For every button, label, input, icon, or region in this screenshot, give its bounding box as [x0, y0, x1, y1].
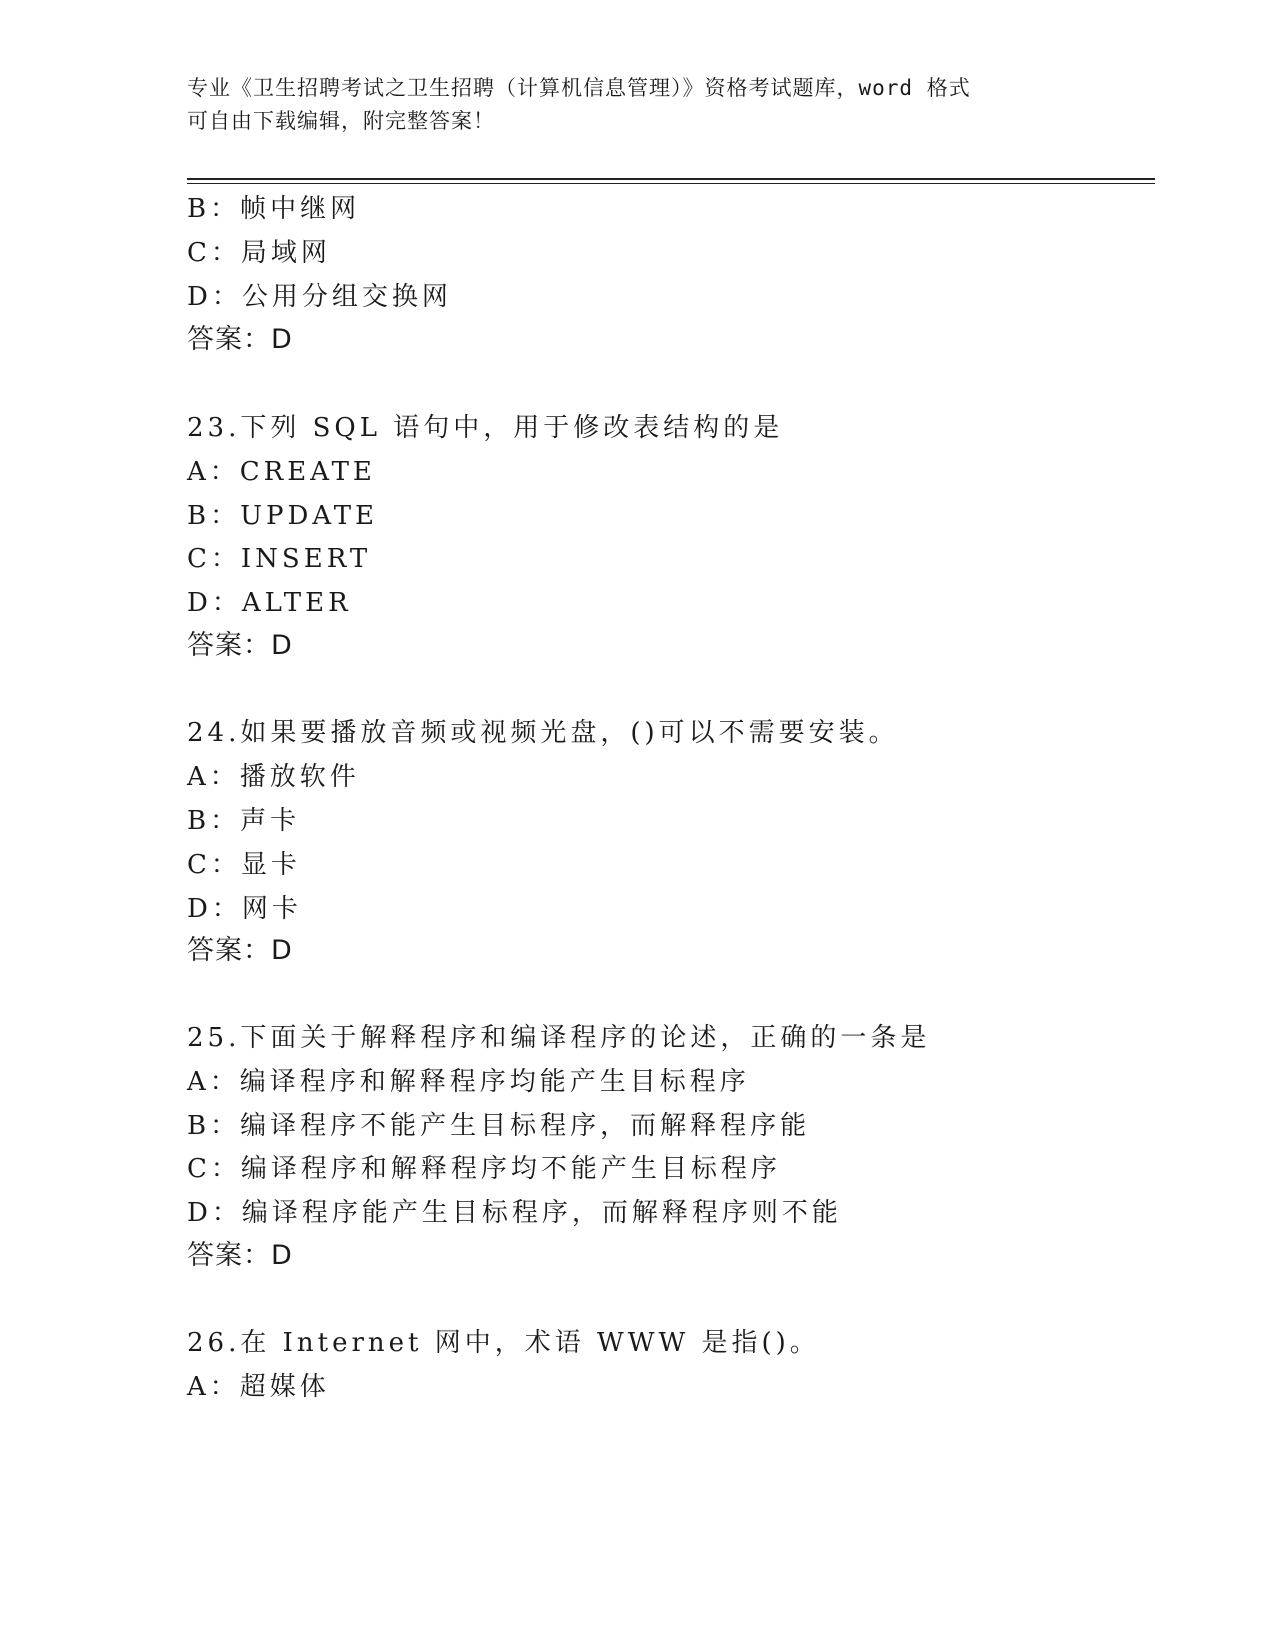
header-divider-thin — [187, 183, 1155, 184]
q25-answer: 答案：D — [187, 1240, 293, 1271]
q24-option-b: B：声卡 — [187, 806, 301, 836]
q22-option-c: C：局域网 — [187, 238, 331, 268]
q24-question: 24.如果要播放音频或视频光盘，()可以不需要安装。 — [187, 718, 899, 748]
q25-option-d: D：编译程序能产生目标程序，而解释程序则不能 — [187, 1198, 842, 1228]
header-divider-thick — [187, 178, 1155, 180]
q25-option-a: A：编译程序和解释程序均能产生目标程序 — [187, 1067, 750, 1097]
q25-question: 25.下面关于解释程序和编译程序的论述，正确的一条是 — [187, 1023, 931, 1053]
q24-answer: 答案：D — [187, 935, 293, 966]
q24-option-d: D：网卡 — [187, 894, 302, 924]
q23-option-a: A：CREATE — [187, 457, 376, 487]
document-header — [187, 72, 1087, 138]
q26-option-a: A：超媒体 — [187, 1372, 330, 1402]
q24-option-a: A：播放软件 — [187, 762, 360, 792]
q25-option-c: C：编译程序和解释程序均不能产生目标程序 — [187, 1154, 781, 1184]
q23-option-d: D：ALTER — [187, 588, 352, 618]
q23-question: 23.下列 SQL 语句中，用于修改表结构的是 — [187, 413, 784, 443]
header-line-1: 专业《卫生招聘考试之卫生招聘（计算机信息管理）》资格考试题库，word 格式 — [187, 76, 971, 100]
q24-option-c: C：显卡 — [187, 850, 301, 880]
q22-answer: 答案：D — [187, 324, 293, 355]
q23-option-c: C：INSERT — [187, 544, 372, 574]
q26-question: 26.在 Internet 网中，术语 WWW 是指()。 — [187, 1328, 820, 1358]
q22-option-d: D：公用分组交换网 — [187, 282, 452, 312]
q22-option-b: B：帧中继网 — [187, 194, 361, 224]
q25-option-b: B：编译程序不能产生目标程序，而解释程序能 — [187, 1111, 811, 1141]
q23-option-b: B：UPDATE — [187, 501, 379, 531]
q23-answer: 答案：D — [187, 630, 293, 661]
header-line-2: 可自由下载编辑，附完整答案！ — [187, 109, 495, 133]
